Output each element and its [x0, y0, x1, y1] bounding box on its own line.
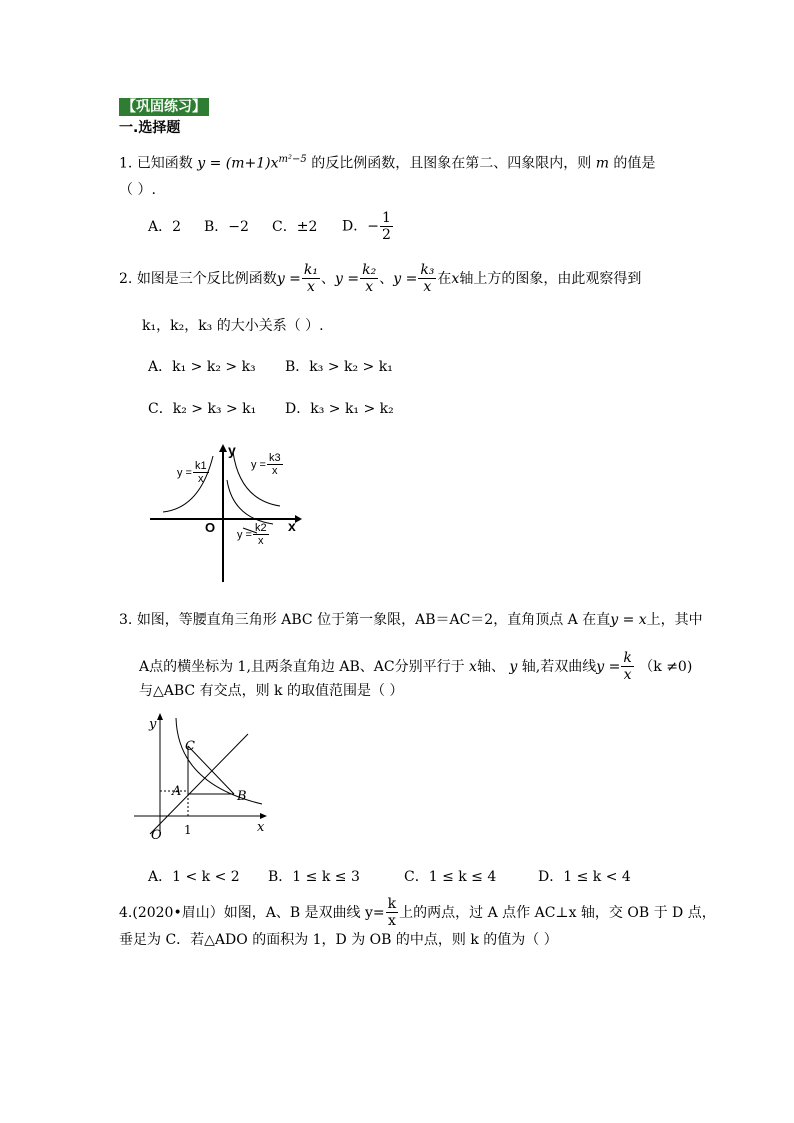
q2-option-d: D．k₃ > k₁ > k₂ — [285, 401, 394, 417]
q4-line-2: 垂足为 C．若△ADO 的面积为 1，D 为 OB 的中点，则 k 的值为（ ） — [119, 932, 558, 948]
q3-point-a-label: A — [172, 784, 182, 799]
q3-y-arrow-icon — [157, 713, 163, 720]
question-1-line-1 — [119, 150, 655, 174]
q3-point-b-label: B — [237, 789, 247, 804]
q3-hyperbola — [176, 718, 262, 804]
question-4-line-1: 4. (2020•眉山）如图，A、B 是双曲线 y= $\frac{k}{x}$ 上的两点，过 A 点作 AC⊥x 轴，交 OB 于 D 点， — [119, 896, 716, 929]
q1-line-2: （ ）. — [119, 182, 156, 198]
q3-option-a: A．1 < k < 2 — [148, 869, 240, 885]
q1-option-a: A．2 — [148, 218, 182, 235]
q2-label-k3: y = $\frac{k3}{x}$ — [251, 452, 281, 477]
q3-origin-label: O — [151, 828, 162, 843]
q2-y-arrow-icon — [219, 444, 227, 452]
q2-y-label: y — [228, 442, 236, 458]
q1-pre: 已知函数 — [136, 155, 193, 172]
q3-number: 3. — [119, 612, 133, 628]
q1-var: m — [595, 155, 609, 172]
q2-x-label: x — [288, 518, 296, 534]
q2-figure — [145, 440, 315, 585]
question-3-line-1: 3. 如图，等腰直角三角形 ABC 位于第一象限，AB＝AC＝2，直角顶点 A 在直y = x上，其中 — [119, 612, 703, 628]
q1-post: 的反比例函数，且图象在第二、四象限内，则 — [311, 155, 592, 172]
q3-x-label: x — [257, 820, 265, 835]
q1-exponent: m²−5 — [278, 154, 307, 165]
q3-tick-1-label: 1 — [184, 823, 192, 837]
q2-option-a: A．k₁ > k₂ > k₃ — [148, 359, 256, 375]
q2-pre: 如图是三个反比例函数 — [136, 270, 277, 287]
q1-post2: 的值是 — [613, 155, 656, 172]
q1-option-c: C．±2 — [272, 218, 318, 235]
q1-option-b: B．−2 — [204, 218, 249, 235]
q2-x-arrow-icon — [295, 515, 302, 523]
q1-option-d: D．− $\frac{1}{2}$ — [342, 210, 391, 243]
q3-line-y-eq-x — [150, 734, 248, 834]
q1-options — [148, 210, 448, 243]
q3-point-c-label: C — [185, 739, 195, 754]
q2-option-b: B．k₃ > k₂ > k₁ — [285, 359, 393, 375]
q1-formula: y = (m+1)x — [197, 155, 279, 172]
q1-number: 1. — [119, 155, 133, 172]
section-badge: 【巩固练习】 — [119, 98, 209, 116]
q3-y-label: y — [149, 717, 157, 732]
q3-option-c: C．1 ≤ k ≤ 4 — [404, 869, 497, 885]
question-2-line-1: 2. 如图是三个反比例函数 y = $\frac{\text{k₁}}{x}$ 、 y = $\frac{\text{k₂}}{x}$ 、 y = $\frac{\text{k₃}}{x}$ 在 x 轴上方的图象，由此观察得到 — [119, 262, 642, 295]
q2-label-k2: y = $\frac{k2}{x}$ — [237, 522, 267, 547]
q3-option-d: D．1 ≤ k < 4 — [538, 869, 631, 885]
q2-number: 2. — [119, 270, 133, 287]
q2-option-c: C．k₂ > k₃ > k₁ — [148, 401, 257, 417]
q4-number: 4. — [119, 904, 133, 921]
q3-line-3: 与△ABC 有交点，则 k 的取值范围是（ ） — [139, 683, 404, 699]
q2-label-k1: y = $\frac{k1}{x}$ — [177, 460, 207, 485]
section-subtitle: 一.选择题 — [119, 120, 181, 136]
q3-option-b: B．1 ≤ k ≤ 3 — [268, 869, 360, 885]
q2-origin-label: O — [205, 520, 216, 535]
q2-line-2: k₁，k₂，k₃ 的大小关系（ ）. — [142, 318, 324, 334]
section-heading — [119, 96, 209, 116]
q3-line-2: A点的横坐标为 1,且两条直角边 AB、AC分别平行于 x 轴、 y 轴,若双曲线 y = $\frac{k}{x}$ （k ≠0) — [139, 650, 693, 683]
